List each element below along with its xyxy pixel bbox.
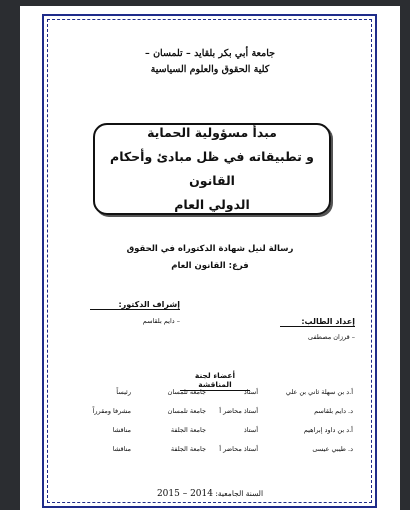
- committee-row: [65, 404, 353, 418]
- academic-year-value: 2014 – 2015: [156, 489, 213, 499]
- document-page: [20, 6, 400, 510]
- committee-heading: أعضاء لجنة المناقشة: [180, 371, 250, 391]
- member-rank: أستاذ محاضر أ: [219, 407, 258, 415]
- member-university: جامعة تلمسان: [167, 388, 206, 396]
- member-university: جامعة الجلفة: [170, 426, 206, 434]
- member-role: رئيساً: [116, 388, 131, 396]
- supervisor-name: – دايم بلقاسم: [142, 317, 180, 325]
- title-line-3: الدولي العام: [174, 197, 250, 212]
- member-role: مشرفا ومقرراً: [92, 407, 131, 415]
- faculty-name: كلية الحقوق والعلوم السياسية: [150, 64, 270, 75]
- thesis-branch: فرع: القانون العام: [171, 261, 249, 271]
- member-university: جامعة تلمسان: [167, 407, 206, 415]
- committee-row: [65, 442, 353, 456]
- member-rank: أستاذ: [243, 426, 258, 434]
- academic-year-label: السنة الجامعية:: [215, 489, 264, 498]
- title-line-2: و تطبيقاته في ظل مبادئ وأحكام القانون: [110, 149, 314, 188]
- title-line-1: مبدأ مسؤولية الحماية: [147, 125, 277, 140]
- student-name: – قرزان مصطفى: [308, 333, 355, 341]
- thesis-purpose: رسالة لنيل شهادة الدكتوراه في الحقوق: [126, 244, 294, 254]
- member-university: جامعة الجلفة: [170, 445, 206, 453]
- supervisor-label: إشراف الدكتور:: [90, 300, 180, 310]
- committee-row: [65, 385, 353, 399]
- committee-row: [65, 423, 353, 437]
- member-role: مناقشا: [112, 445, 131, 453]
- member-rank: أستاذ محاضر أ: [219, 445, 258, 453]
- member-name: د. دايم بلقاسم: [314, 407, 353, 415]
- thesis-title-box: [93, 123, 331, 215]
- member-role: مناقشا: [112, 426, 131, 434]
- academic-year: [80, 489, 340, 499]
- member-name: أ.د بن سهلة ثاني بن علي: [285, 388, 353, 396]
- student-label: إعداد الطالب:: [280, 317, 355, 327]
- member-name: د. طيبي عيسى: [312, 445, 353, 453]
- member-name: أ.د بن داود إبراهيم: [303, 426, 353, 434]
- member-rank: أستاذ: [243, 388, 258, 396]
- university-name: جامعة أبي بكر بلقايد – تلمسان –: [145, 48, 275, 59]
